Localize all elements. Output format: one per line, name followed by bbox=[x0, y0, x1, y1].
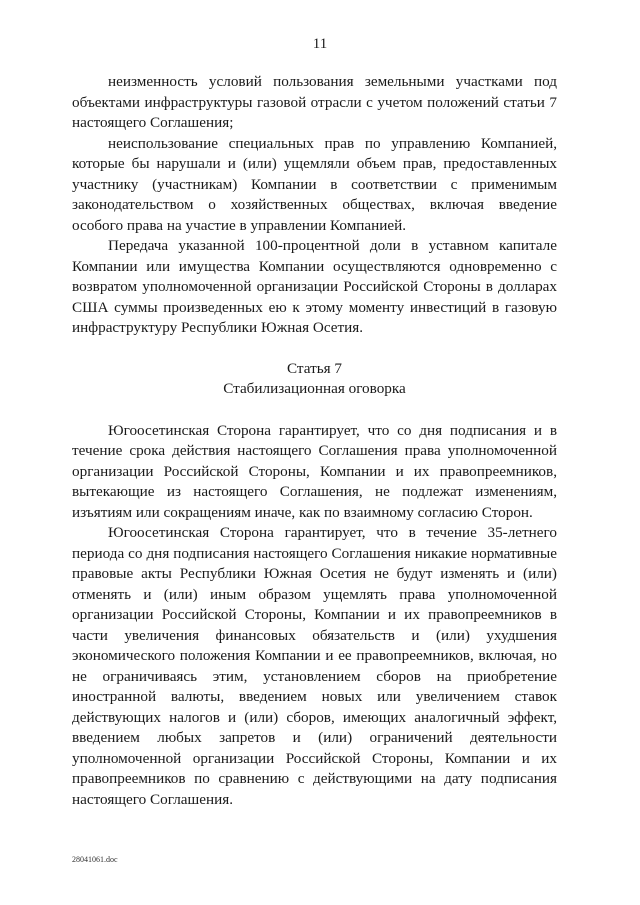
paragraph-guarantee-35-years: Югоосетинская Сторона гарантирует, что в течение 35-летнего периода со дня подписания настоящего Соглашения никакие нормативные правовые акты Республики Южная Осетия не будут изменять и (или) отменять и (или) иным образом ущемлять права уполномоченной организации Российской Стороны, Компании и их правопреемников в части увеличения финансовых обязательств и (или) ухудшения экономического положения Компании и ее правопреемников, включая, но не ограничиваясь этим, установлением сборов на приобретение иностранной валюты, введением новых или увеличением ставок действующих налогов и (или) сборов, имеющих аналогичный эффект, введением любых запретов и (или) ограничений деятельности уполномоченной организации Российской Стороны, Компании и их правопреемников по сравнению с действующими на дату подписания настоящего Соглашения. bbox=[72, 524, 557, 808]
article-heading bbox=[72, 359, 557, 400]
paragraph-share-transfer: Передача указанной 100-процентной доли в уставном капитале Компании или имущества Компании осуществляются одновременно с возвратом уполномоченной организации Российской Стороны в долларах США суммы произведенных ею к этому моменту инвестиций в газовую инфраструктуру Республики Южная Осетия. bbox=[72, 237, 557, 336]
article-title: Стабилизационная оговорка bbox=[223, 380, 406, 397]
footer-file-name: 28041061.doc bbox=[72, 855, 118, 864]
article-number: Статья 7 bbox=[286, 359, 343, 377]
document-body bbox=[72, 72, 557, 810]
paragraph-special-rights: неиспользование специальных прав по управлению Компанией, которые бы нарушали и (или) ущемляли объем прав, предоставленных участнику (участникам) Компании в соответствии с применимым законодательством о хозяйственных обществах, включая введение особого права на участие в управлении Компанией. bbox=[72, 134, 557, 234]
paragraph-land-use: неизменность условий пользования земельными участками под объектами инфраструктуры газовой отрасли с учетом положений статьи 7 настоящего Соглашения; bbox=[72, 73, 557, 131]
page-number: 11 bbox=[312, 36, 328, 52]
paragraph-guarantee-rights: Югоосетинская Сторона гарантирует, что со дня подписания и в течение срока действия настоящего Соглашения права уполномоченной организации Российской Стороны, Компании и их правопреемников, вытекающие из настоящего Соглашения, не подлежат изменениям, изъятиям или сокращениям иначе, как по взаимному согласию Сторон. bbox=[72, 421, 557, 521]
